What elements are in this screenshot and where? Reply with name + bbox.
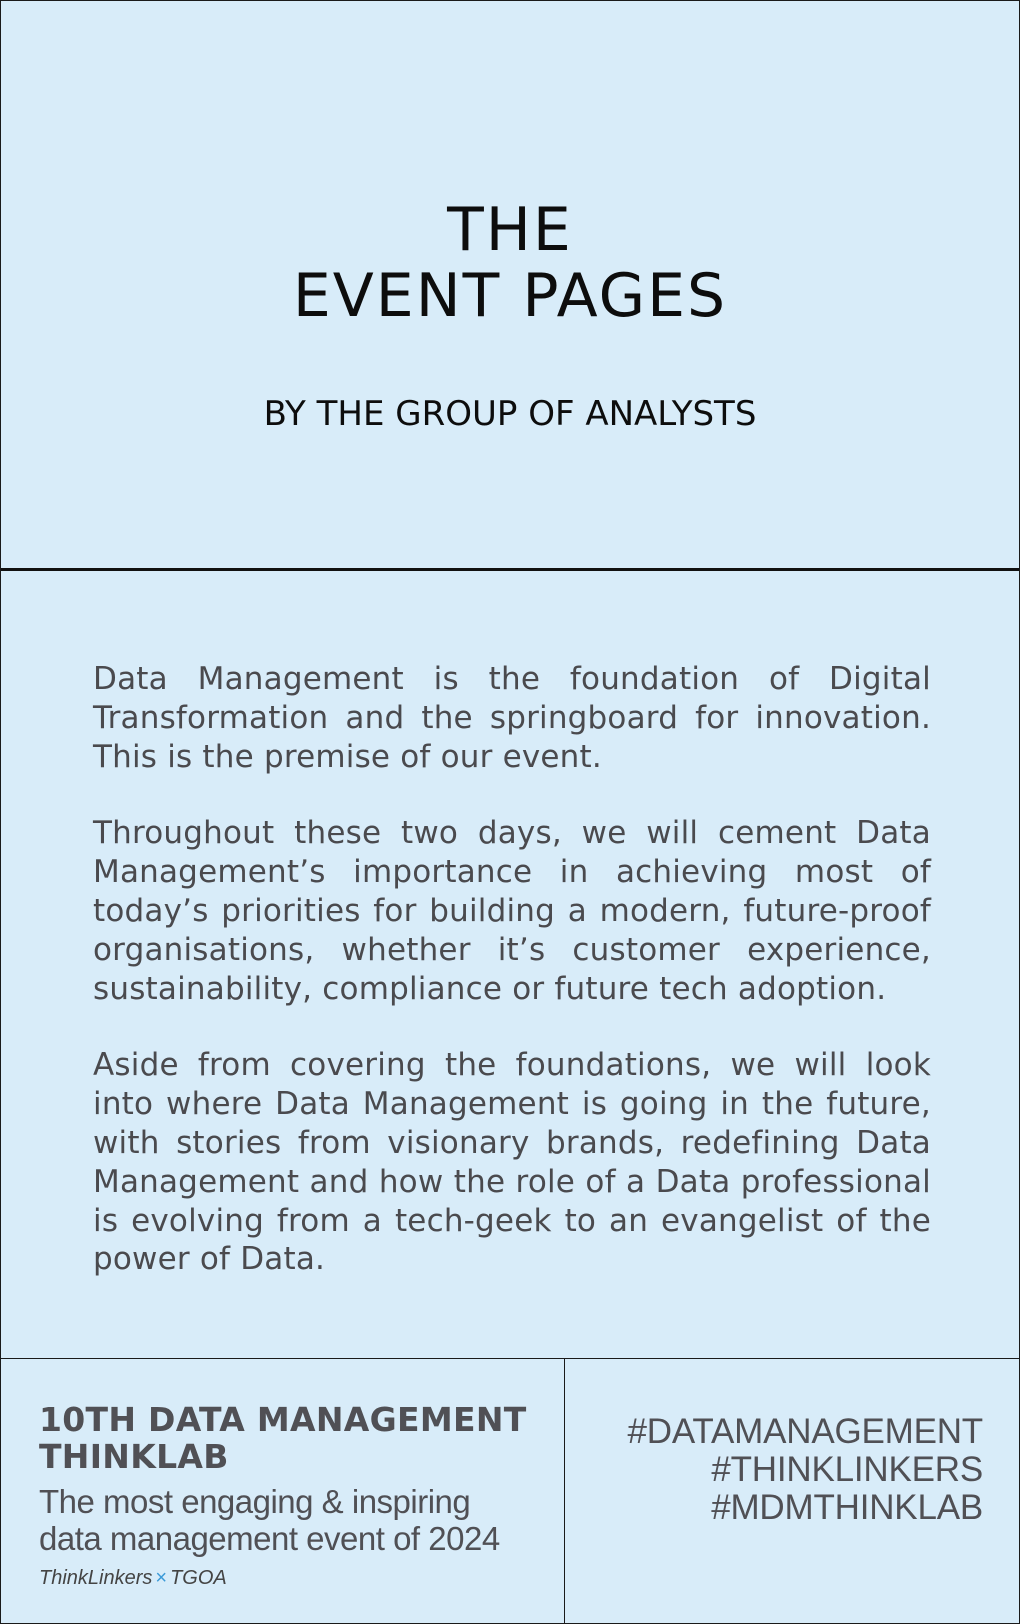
event-title-line-2: THINKLAB xyxy=(39,1437,229,1476)
title-line-1: THE xyxy=(447,195,573,265)
paragraph-3: Aside from covering the foundations, we will look into where Data Management is going in the future, with stories from visionary brands, redefining Data Management and how the role of a Data professional is evolving from a tech-geek to an evangelist of the power of Data. xyxy=(93,1047,931,1278)
brand-tgoa: TGOA xyxy=(170,1567,227,1589)
hashtag-item: #DATAMANAGEMENT xyxy=(627,1412,983,1451)
tagline-line-2: data management event of 2024 xyxy=(39,1520,500,1557)
header-section xyxy=(1,1,1019,571)
brand-separator: × xyxy=(155,1567,168,1589)
event-title xyxy=(39,1401,539,1475)
byline: BY THE GROUP OF ANALYSTS xyxy=(263,394,757,434)
body-text xyxy=(93,660,931,1317)
brand-logos xyxy=(39,1566,227,1590)
paragraph-2: Throughout these two days, we will cement Data Management’s importance in achieving most of today’s priorities for building a modern, future-proof organisations, whether it’s customer experience, sustainability, compliance or future tech adoption. xyxy=(93,815,931,1007)
tagline-line-1: The most engaging & inspiring xyxy=(39,1483,471,1520)
paragraph-1: Data Management is the foundation of Digital Transformation and the springboard for innovation. This is the premise of our event. xyxy=(93,661,931,775)
hashtag-item: #MDMTHINKLAB xyxy=(711,1488,983,1527)
hashtag-item: #THINKLINKERS xyxy=(711,1450,983,1489)
footer xyxy=(1,1358,1019,1624)
event-title-line-1: 10TH DATA MANAGEMENT xyxy=(39,1400,527,1439)
event-tagline xyxy=(39,1483,539,1557)
brand-thinklinkers: ThinkLinkers xyxy=(39,1567,153,1589)
footer-hashtags xyxy=(565,1359,1019,1624)
title-line-2: EVENT PAGES xyxy=(292,261,728,331)
footer-event-info xyxy=(1,1359,565,1624)
page-title xyxy=(1,197,1019,329)
hashtag-list xyxy=(628,1413,983,1527)
